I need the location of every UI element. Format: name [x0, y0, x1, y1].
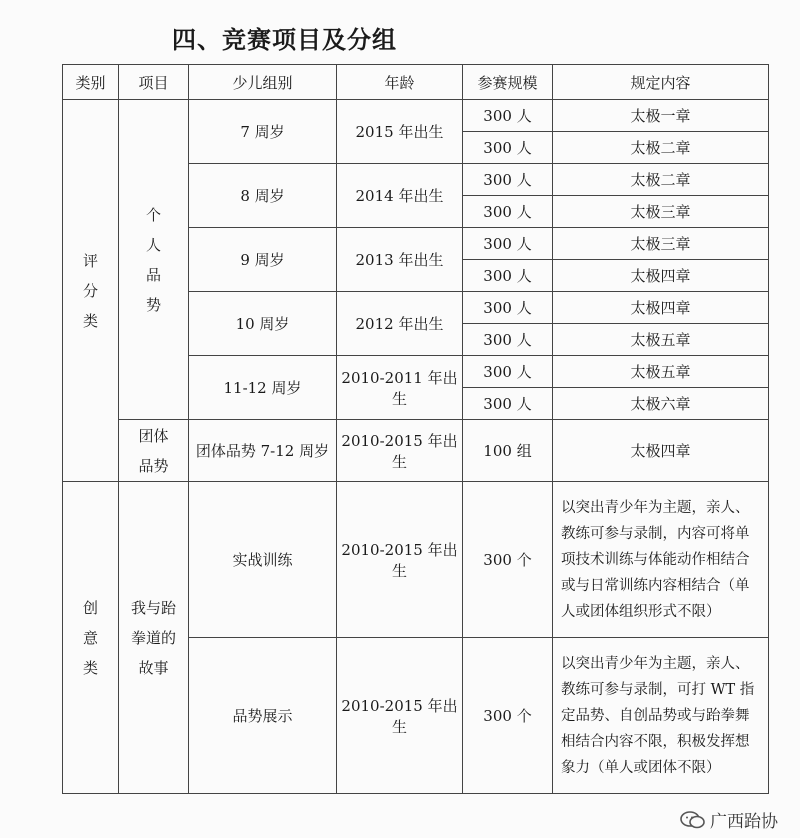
- header-item: 项目: [119, 65, 189, 100]
- scale-cell: 300 人: [463, 100, 553, 132]
- scale-cell: 300 人: [463, 292, 553, 324]
- scale-cell: 100 组: [463, 420, 553, 482]
- wechat-icon: [680, 810, 706, 830]
- table-row: [63, 482, 769, 638]
- group-cell: 8 周岁: [189, 164, 337, 228]
- category-scoring: 评 分 类: [63, 100, 119, 482]
- header-group: 少儿组别: [189, 65, 337, 100]
- age-cell: 2015 年出生: [337, 100, 463, 164]
- scale-cell: 300 人: [463, 324, 553, 356]
- header-category: 类别: [63, 65, 119, 100]
- table-row: [63, 100, 769, 132]
- group-cell: 11-12 周岁: [189, 356, 337, 420]
- page-title: 四、竞赛项目及分组: [172, 26, 397, 54]
- group-cell: 9 周岁: [189, 228, 337, 292]
- scale-cell: 300 个: [463, 638, 553, 794]
- group-cell: 7 周岁: [189, 100, 337, 164]
- item-team-poomsae: 团体 品势: [119, 420, 189, 482]
- age-cell: 2012 年出生: [337, 292, 463, 356]
- item-my-taekwondo-story: 我与跆 拳道的 故事: [119, 482, 189, 794]
- age-cell: 2010-2015 年出生: [337, 482, 463, 638]
- header-scale: 参赛规模: [463, 65, 553, 100]
- scale-cell: 300 人: [463, 132, 553, 164]
- content-cell: 太极二章: [553, 164, 769, 196]
- age-cell: 2010-2015 年出生: [337, 638, 463, 794]
- competition-table: [62, 64, 769, 794]
- age-cell: 2014 年出生: [337, 164, 463, 228]
- age-cell: 2010-2015 年出生: [337, 420, 463, 482]
- content-cell: 太极三章: [553, 228, 769, 260]
- age-cell: 2013 年出生: [337, 228, 463, 292]
- scale-cell: 300 人: [463, 196, 553, 228]
- scale-cell: 300 个: [463, 482, 553, 638]
- content-description: 以突出青少年为主题，亲人、 教练可参与录制，可打 WT 指 定品势、自创品势或与跆拳舞 相结合内容不限，积极发挥想 象力（单人或团体不限）: [553, 638, 769, 794]
- table-header-row: [63, 65, 769, 100]
- scale-cell: 300 人: [463, 228, 553, 260]
- content-cell: 太极四章: [553, 420, 769, 482]
- item-individual-poomsae: 个 人 品 势: [119, 100, 189, 420]
- scale-cell: 300 人: [463, 164, 553, 196]
- group-cell: 品势展示: [189, 638, 337, 794]
- content-cell: 太极二章: [553, 132, 769, 164]
- group-cell: 团体品势 7-12 周岁: [189, 420, 337, 482]
- age-cell: 2010-2011 年出生: [337, 356, 463, 420]
- scale-cell: 300 人: [463, 260, 553, 292]
- content-cell: 太极四章: [553, 260, 769, 292]
- watermark: [680, 807, 778, 832]
- content-cell: 太极五章: [553, 324, 769, 356]
- content-description: 以突出青少年为主题，亲人、 教练可参与录制，内容可将单 项技术训练与体能动作相结合 或与日常训练内容相结合（单 人或团体组织形式不限）: [553, 482, 769, 638]
- category-creative: 创 意 类: [63, 482, 119, 794]
- content-cell: 太极一章: [553, 100, 769, 132]
- header-content: 规定内容: [553, 65, 769, 100]
- content-cell: 太极六章: [553, 388, 769, 420]
- scale-cell: 300 人: [463, 356, 553, 388]
- group-cell: 10 周岁: [189, 292, 337, 356]
- table-row: [63, 420, 769, 482]
- content-cell: 太极三章: [553, 196, 769, 228]
- content-cell: 太极五章: [553, 356, 769, 388]
- header-age: 年龄: [337, 65, 463, 100]
- scale-cell: 300 人: [463, 388, 553, 420]
- group-cell: 实战训练: [189, 482, 337, 638]
- watermark-text: 广西跆协: [710, 812, 778, 832]
- content-cell: 太极四章: [553, 292, 769, 324]
